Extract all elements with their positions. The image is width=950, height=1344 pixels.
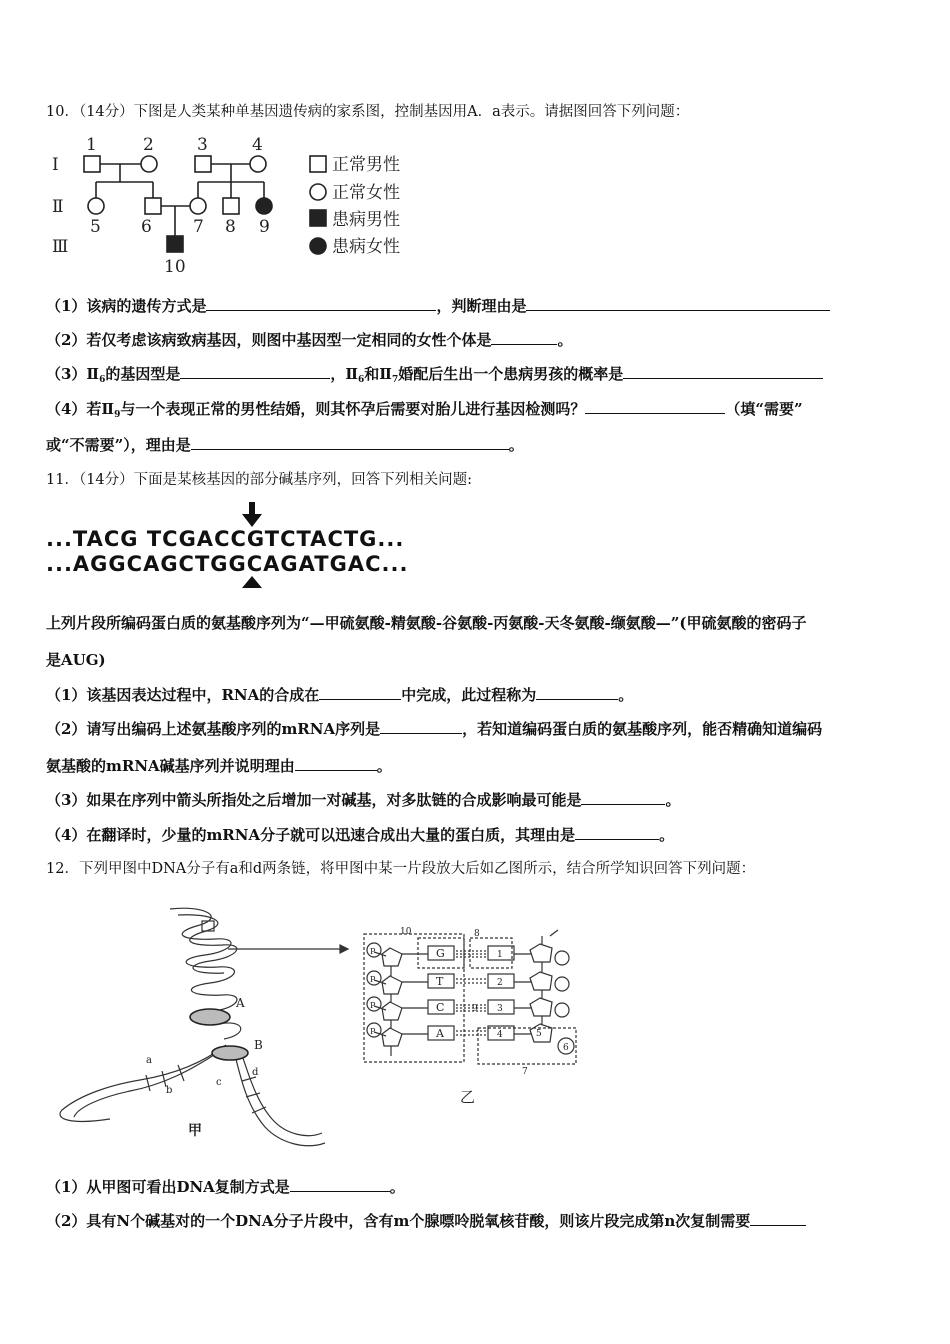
answer-blank[interactable] bbox=[575, 825, 659, 840]
phosphate-label: P bbox=[370, 1027, 376, 1036]
arrow-up-icon bbox=[240, 574, 264, 590]
marker-B: B bbox=[254, 1038, 263, 1052]
gen-label-2: Ⅱ bbox=[52, 197, 64, 217]
q11-part2: （2）请写出编码上述氨基酸序列的mRNA序列是 ，若知道编码蛋白质的氨基酸序列，能否精确知道编码 bbox=[46, 720, 823, 738]
answer-blank[interactable] bbox=[623, 364, 823, 379]
q11-intro-1: 上列片段所编码蛋白质的氨基酸序列为“—甲硫氨酸-精氨酸-谷氨酸-丙氨酸-天冬氨酸-缬氨酸—”(甲硫氨酸的密码子 bbox=[46, 614, 807, 632]
phosphate-label: P bbox=[370, 1001, 376, 1010]
answer-blank[interactable] bbox=[581, 790, 665, 805]
q12-stem: 12．下列甲图中DNA分子有a和d两条链，将甲图中某一片段放大后如乙图所示，结合所学知识回答下列问题： bbox=[46, 861, 756, 877]
base-T: T bbox=[436, 975, 444, 988]
gen-label-3: Ⅲ bbox=[52, 237, 69, 257]
answer-blank[interactable] bbox=[206, 296, 436, 311]
ind-9: 9 bbox=[259, 217, 270, 237]
ind-5: 5 bbox=[90, 217, 101, 237]
answer-blank[interactable] bbox=[319, 685, 401, 700]
num-8: 8 bbox=[474, 929, 480, 939]
answer-blank[interactable] bbox=[526, 296, 830, 311]
ind-6: 6 bbox=[141, 217, 152, 237]
num-5: 5 bbox=[536, 1029, 542, 1039]
legend-affected-male: 患病男性 bbox=[332, 210, 400, 230]
q10-part2: （2）若仅考虑该病致病基因，则图中基因型一定相同的女性个体是 。 bbox=[46, 331, 573, 349]
answer-blank[interactable] bbox=[290, 1177, 390, 1192]
num-4: 4 bbox=[497, 1030, 503, 1040]
num-9: 9 bbox=[472, 1004, 478, 1014]
q10-part1: （1）该病的遗传方式是 ，判断理由是 bbox=[46, 296, 830, 316]
q11-part4: （4）在翻译时，少量的mRNA分子就可以迅速合成出大量的蛋白质，其理由是 。 bbox=[46, 826, 675, 844]
base-G: G bbox=[436, 947, 445, 960]
marker-d: d bbox=[252, 1067, 259, 1078]
num-10: 10 bbox=[400, 927, 412, 937]
num-6: 6 bbox=[563, 1043, 569, 1053]
dna-sequence-top: ...TACG TCGACCGTCTACTG... bbox=[46, 527, 405, 551]
q10-stem: 10．（14分）下图是人类某种单基因遗传病的家系图，控制基因用A．a表示。请据图回答下列问题： bbox=[46, 104, 690, 120]
ind-7: 7 bbox=[193, 217, 204, 237]
arrow-down-icon bbox=[240, 502, 264, 528]
q12-part2: （2）具有N个碱基对的一个DNA分子片段中，含有m个腺嘌呤脱氧核苷酸，则该片段完成第n次复制需要 bbox=[46, 1211, 806, 1231]
answer-blank[interactable] bbox=[295, 756, 377, 771]
q10-part4: （4）若$Ⅱ_9$与一个表现正常的男性结婚，则其怀孕后需要对胎儿进行基因检测吗？ （填“需要” bbox=[46, 400, 803, 420]
num-3: 3 bbox=[497, 1004, 503, 1014]
ind-8: 8 bbox=[225, 217, 236, 237]
legend-normal-male: 正常男性 bbox=[332, 155, 400, 175]
base-A: A bbox=[436, 1027, 444, 1040]
marker-c: c bbox=[216, 1077, 222, 1088]
num-2: 2 bbox=[497, 978, 503, 988]
q11-stem: 11．（14分）下面是某核基因的部分碱基序列，回答下列相关问题: bbox=[46, 472, 473, 488]
answer-blank[interactable] bbox=[585, 399, 725, 414]
phosphate-label: P bbox=[370, 975, 376, 984]
pedigree-figure bbox=[48, 134, 468, 274]
replication-fork-figure bbox=[50, 905, 360, 1155]
ind-3: 3 bbox=[197, 135, 208, 155]
gen-label-1: Ⅰ bbox=[52, 155, 59, 175]
answer-blank[interactable] bbox=[491, 330, 557, 345]
answer-blank[interactable] bbox=[750, 1211, 806, 1226]
answer-blank[interactable] bbox=[380, 719, 462, 734]
marker-a: a bbox=[146, 1055, 152, 1066]
q10-part4-cont: 或“不需要”），理由是 。 bbox=[46, 436, 524, 454]
base-C: C bbox=[436, 1001, 445, 1014]
fig-yi-label: 乙 bbox=[460, 1088, 476, 1106]
ind-1: 1 bbox=[86, 135, 97, 155]
answer-blank[interactable] bbox=[191, 435, 509, 450]
q11-intro-2: 是AUG) bbox=[46, 651, 106, 669]
answer-blank[interactable] bbox=[180, 364, 330, 379]
legend-normal-female: 正常女性 bbox=[332, 183, 400, 203]
q10-part3: $(3)Ⅱ_6$的基因型是 ，$Ⅱ_6$和$Ⅱ_7$婚配后生出一个患病男孩的概率是 bbox=[46, 364, 823, 390]
ind-2: 2 bbox=[143, 135, 154, 155]
marker-A: A bbox=[236, 996, 245, 1010]
marker-b: b bbox=[166, 1085, 173, 1096]
dna-sequence-bottom: ...AGGCAGCTGGCAGATGAC... bbox=[46, 552, 409, 576]
num-7: 7 bbox=[522, 1067, 528, 1077]
num-1: 1 bbox=[497, 950, 503, 960]
ind-4: 4 bbox=[252, 135, 263, 155]
phosphate-label: P bbox=[370, 947, 376, 956]
q11-part2-cont: 氨基酸的mRNA碱基序列并说明理由 。 bbox=[46, 757, 392, 775]
legend-affected-female: 患病女性 bbox=[332, 237, 400, 257]
dna-segment-figure bbox=[362, 924, 592, 1114]
answer-blank[interactable] bbox=[536, 685, 618, 700]
q11-part3: （3）如果在序列中箭头所指处之后增加一对碱基，对多肽链的合成影响最可能是 。 bbox=[46, 791, 681, 809]
ind-10: 10 bbox=[164, 257, 186, 274]
q11-part1: （1）该基因表达过程中，RNA的合成在 中完成，此过程称为 。 bbox=[46, 686, 634, 704]
fig-jia-label: 甲 bbox=[188, 1123, 202, 1139]
q12-part1: （1）从甲图可看出DNA复制方式是 。 bbox=[46, 1178, 405, 1196]
